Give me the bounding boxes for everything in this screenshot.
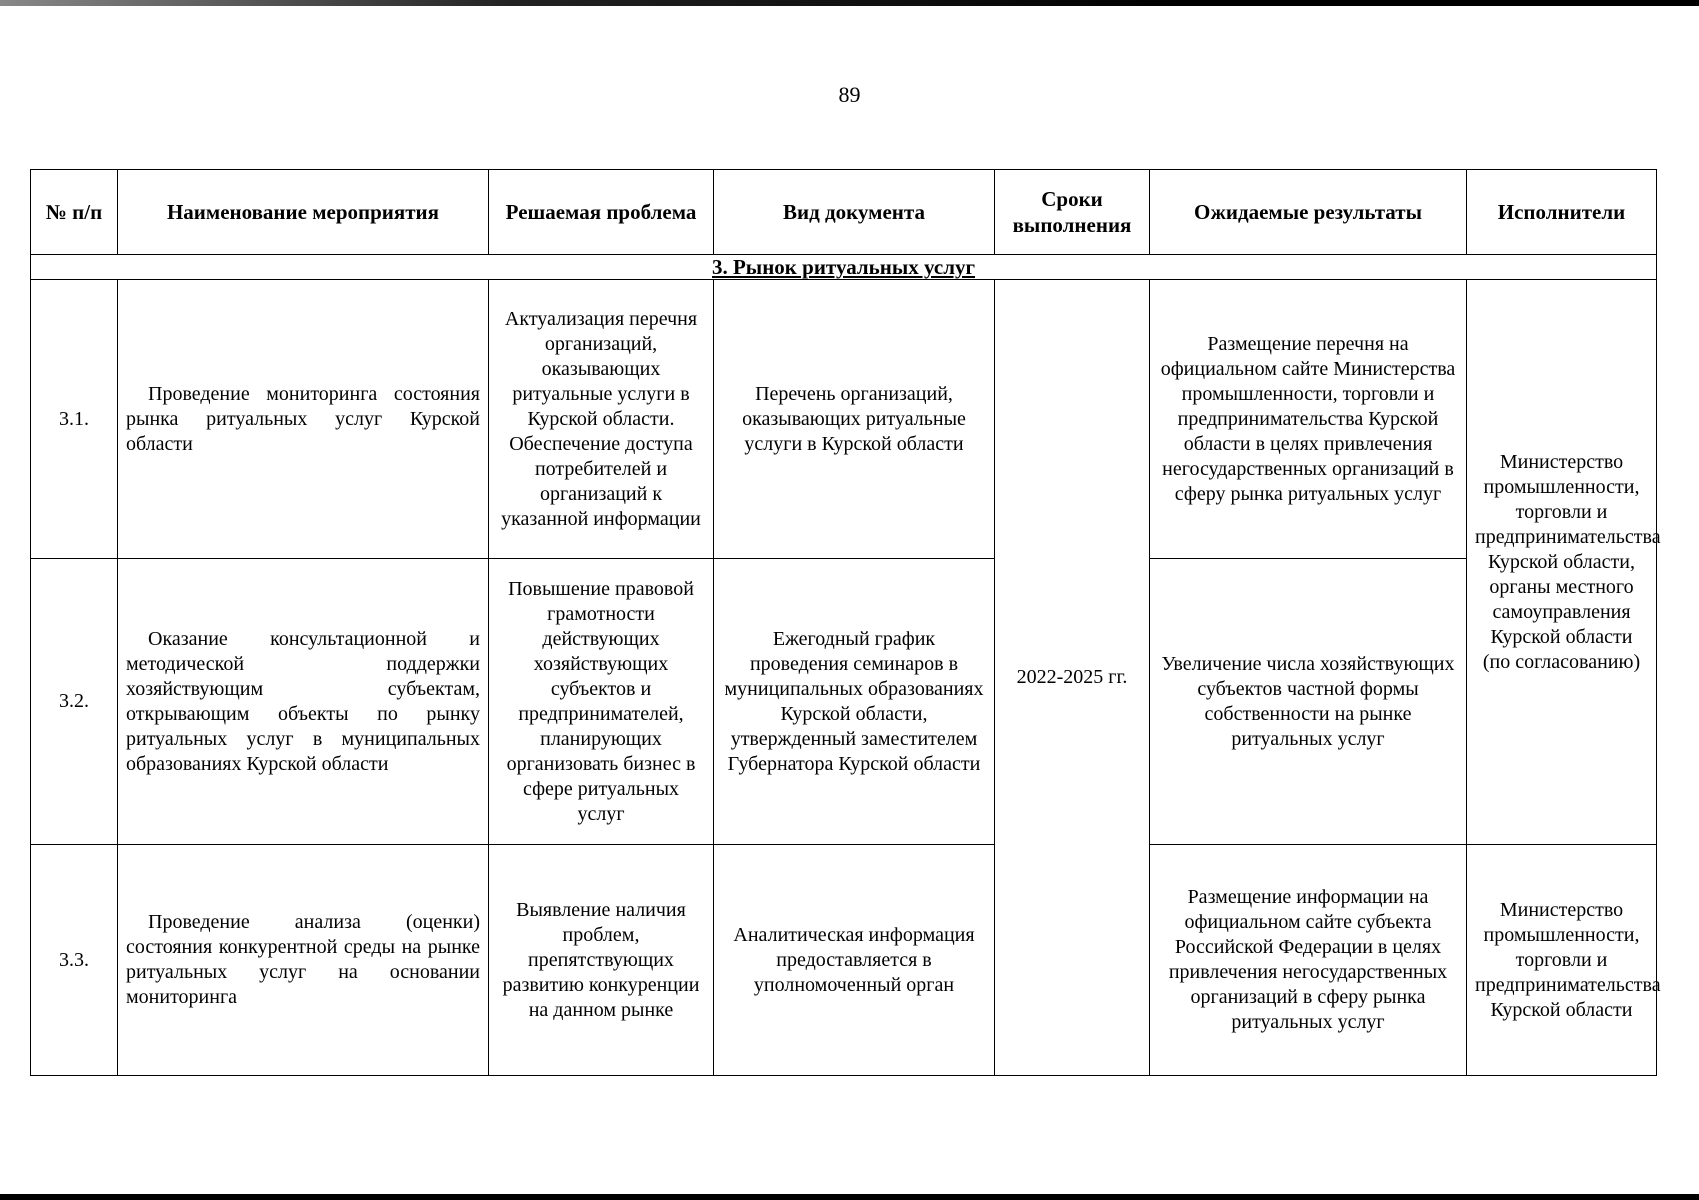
- terms-cell: 2022-2025 гг.: [995, 280, 1150, 1076]
- row-result: Увеличение числа хозяйствующих субъектов частной формы собственности на рынке ритуальных услуг: [1150, 559, 1467, 845]
- scan-edge-bottom: [0, 1194, 1699, 1200]
- header-row: [31, 170, 1657, 255]
- row-doc: Ежегодный график проведения семинаров в муниципальных образованиях Курской области, утвержденный заместителем Губернатора Курской области: [714, 559, 995, 845]
- row-executors: Министерство промышленности, торговли и предпринимательства Курской области: [1467, 845, 1657, 1076]
- header-name: Наименование мероприятия: [118, 170, 489, 255]
- row-result: Размещение информации на официальном сайте субъекта Российской Федерации в целях привлечения негосударственных организаций в сферу рынка ритуальных услуг: [1150, 845, 1467, 1076]
- row-name: Проведение анализа (оценки) состояния конкурентной среды на рынке ритуальных услуг на основании мониторинга: [118, 845, 489, 1076]
- header-results: Ожидаемые результаты: [1150, 170, 1467, 255]
- table-row: [31, 845, 1657, 1076]
- scan-edge-top: [0, 0, 1699, 6]
- row-problem: Повышение правовой грамотности действующих хозяйствующих субъектов и предпринимателей, планирующих организовать бизнес в сфере ритуальных услуг: [489, 559, 714, 845]
- row-num: 3.1.: [31, 280, 118, 559]
- header-problem: Решаемая проблема: [489, 170, 714, 255]
- page-number: 89: [838, 82, 861, 107]
- section-row: [31, 255, 1657, 280]
- header-doc: Вид документа: [714, 170, 995, 255]
- header-terms: Сроки выполнения: [995, 170, 1150, 255]
- row-doc: Аналитическая информация предоставляется в уполномоченный орган: [714, 845, 995, 1076]
- action-plan-table: [30, 169, 1661, 1076]
- table-row: [31, 559, 1657, 845]
- section-title: [31, 255, 1657, 280]
- row-result: Размещение перечня на официальном сайте Министерства промышленности, торговли и предпринимательства Курской области в целях привлечения негосударственных организаций в сферу рынка ритуальных услуг: [1150, 280, 1467, 559]
- row-num: 3.3.: [31, 845, 118, 1076]
- row-doc: Перечень организаций, оказывающих ритуальные услуги в Курской области: [714, 280, 995, 559]
- row-problem: Выявление наличия проблем, препятствующих развитию конкуренции на данном рынке: [489, 845, 714, 1076]
- table-row: [31, 280, 1657, 559]
- header-num: № п/п: [31, 170, 118, 255]
- section-title-text: 3. Рынок ритуальных услуг: [711, 255, 976, 279]
- row-name: Проведение мониторинга состояния рынка ритуальных услуг Курской области: [118, 280, 489, 559]
- row-name: Оказание консультационной и методической поддержки хозяйствующим субъектам, открывающим объекты по рынку ритуальных услуг в муниципальных образованиях Курской области: [118, 559, 489, 845]
- row-problem: Актуализация перечня организаций, оказывающих ритуальные услуги в Курской области. Обеспечение доступа потребителей и организаций к указанной информации: [489, 280, 714, 559]
- header-executors: Исполнители: [1467, 170, 1657, 255]
- row-num: 3.2.: [31, 559, 118, 845]
- executors-cell: Министерство промышленности, торговли и предпринимательства Курской области, органы местного самоуправления Курской области (по согласованию): [1467, 280, 1657, 845]
